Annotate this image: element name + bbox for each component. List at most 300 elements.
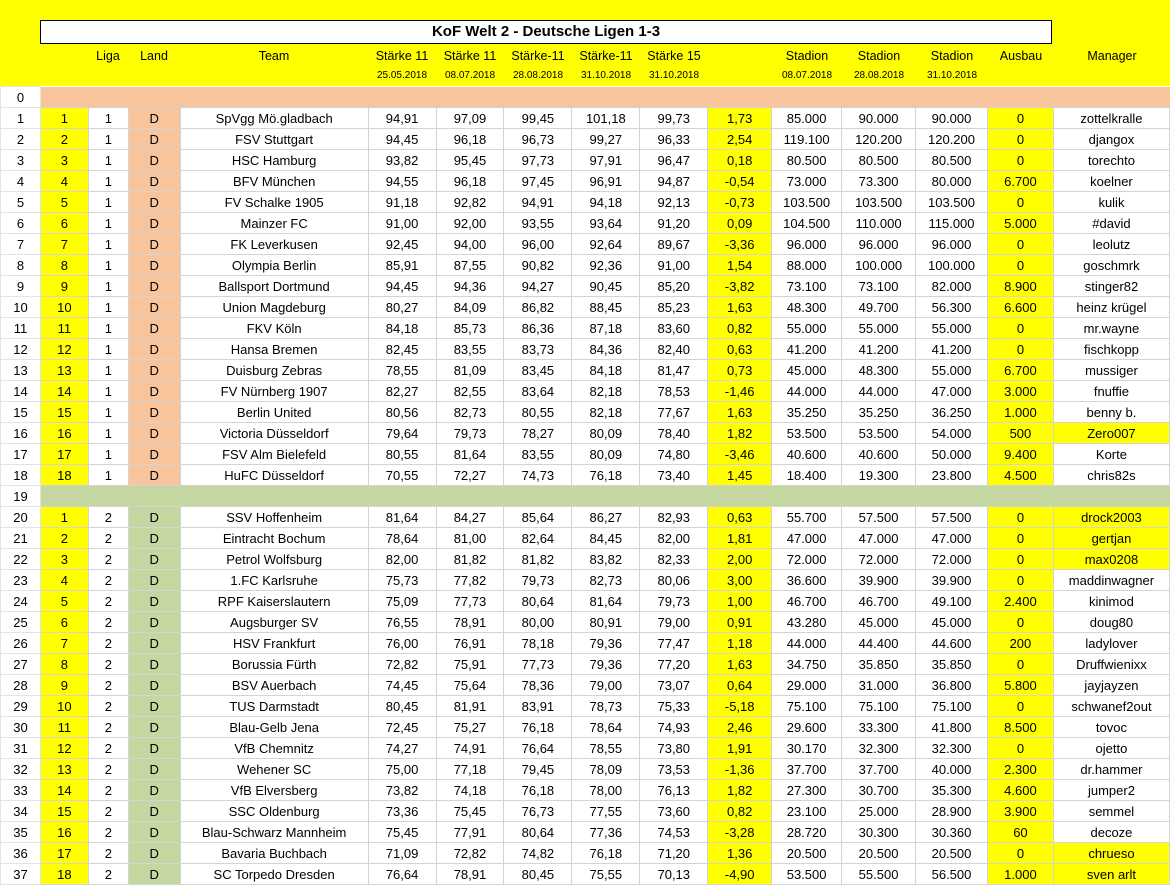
liga-cell[interactable]: 2 bbox=[88, 612, 128, 633]
staerke-1-cell[interactable]: 76,55 bbox=[368, 612, 436, 633]
ausbau-cell[interactable]: 0 bbox=[987, 192, 1053, 213]
row-index[interactable]: 2 bbox=[1, 129, 41, 150]
ausbau-cell[interactable]: 0 bbox=[987, 528, 1053, 549]
staerke-4-cell[interactable]: 93,64 bbox=[572, 213, 640, 234]
liga-cell[interactable]: 1 bbox=[88, 339, 128, 360]
staerke-3-cell[interactable]: 80,45 bbox=[504, 864, 572, 885]
team-cell[interactable]: Bavaria Buchbach bbox=[180, 843, 368, 864]
staerke-3-cell[interactable]: 83,45 bbox=[504, 360, 572, 381]
row-index[interactable]: 26 bbox=[1, 633, 41, 654]
liga-cell[interactable]: 2 bbox=[88, 549, 128, 570]
liga-cell[interactable]: 2 bbox=[88, 759, 128, 780]
liga-cell[interactable]: 2 bbox=[88, 528, 128, 549]
team-cell[interactable]: HSV Frankfurt bbox=[180, 633, 368, 654]
staerke-5-cell[interactable]: 89,67 bbox=[640, 234, 708, 255]
rank-cell[interactable]: 15 bbox=[40, 402, 88, 423]
ausbau-cell[interactable]: 0 bbox=[987, 612, 1053, 633]
staerke-1-cell[interactable]: 74,45 bbox=[368, 675, 436, 696]
staerke-4-cell[interactable]: 84,36 bbox=[572, 339, 640, 360]
staerke-3-cell[interactable]: 83,64 bbox=[504, 381, 572, 402]
team-cell[interactable]: 1.FC Karlsruhe bbox=[180, 570, 368, 591]
staerke-1-cell[interactable]: 78,55 bbox=[368, 360, 436, 381]
row-index[interactable]: 31 bbox=[1, 738, 41, 759]
header-stadion-3[interactable]: Stadion bbox=[930, 49, 974, 63]
stadion-1-cell[interactable]: 72.000 bbox=[772, 549, 842, 570]
liga-cell[interactable]: 2 bbox=[88, 738, 128, 759]
rank-cell[interactable]: 17 bbox=[40, 444, 88, 465]
staerke-1-cell[interactable]: 94,45 bbox=[368, 276, 436, 297]
stadion-2-cell[interactable]: 73.300 bbox=[842, 171, 916, 192]
stadion-3-cell[interactable]: 55.000 bbox=[916, 318, 988, 339]
stadion-1-cell[interactable]: 80.500 bbox=[772, 150, 842, 171]
team-cell[interactable]: FK Leverkusen bbox=[180, 234, 368, 255]
staerke-5-cell[interactable]: 79,00 bbox=[640, 612, 708, 633]
stadion-3-cell[interactable]: 23.800 bbox=[916, 465, 988, 486]
land-cell[interactable]: D bbox=[128, 738, 180, 759]
manager-cell[interactable]: torechto bbox=[1053, 150, 1169, 171]
rank-cell[interactable]: 14 bbox=[40, 780, 88, 801]
stadion-3-cell[interactable]: 49.100 bbox=[916, 591, 988, 612]
staerke-2-cell[interactable]: 72,27 bbox=[436, 465, 504, 486]
rank-cell[interactable]: 12 bbox=[40, 339, 88, 360]
staerke-4-cell[interactable]: 84,18 bbox=[572, 360, 640, 381]
row-index[interactable]: 13 bbox=[1, 360, 41, 381]
sheet-title[interactable]: KoF Welt 2 - Deutsche Ligen 1-3 bbox=[40, 20, 1052, 44]
row-index[interactable]: 34 bbox=[1, 801, 41, 822]
liga-cell[interactable]: 2 bbox=[88, 696, 128, 717]
manager-cell[interactable]: jayjayzen bbox=[1053, 675, 1169, 696]
staerke-2-cell[interactable]: 87,55 bbox=[436, 255, 504, 276]
header-ausbau[interactable]: Ausbau bbox=[999, 49, 1043, 63]
manager-cell[interactable]: gertjan bbox=[1053, 528, 1169, 549]
stadion-3-cell[interactable]: 30.360 bbox=[916, 822, 988, 843]
liga-cell[interactable]: 1 bbox=[88, 318, 128, 339]
staerke-3-cell[interactable]: 78,36 bbox=[504, 675, 572, 696]
header-staerke-5[interactable]: Stärke 15 bbox=[647, 49, 701, 63]
staerke-2-cell[interactable]: 75,45 bbox=[436, 801, 504, 822]
staerke-3-cell[interactable]: 85,64 bbox=[504, 507, 572, 528]
row-index[interactable]: 18 bbox=[1, 465, 41, 486]
land-cell[interactable]: D bbox=[128, 297, 180, 318]
row-index[interactable]: 21 bbox=[1, 528, 41, 549]
diff-cell[interactable]: 0,18 bbox=[708, 150, 772, 171]
staerke-2-cell[interactable]: 75,91 bbox=[436, 654, 504, 675]
manager-cell[interactable]: decoze bbox=[1053, 822, 1169, 843]
stadion-2-cell[interactable]: 35.250 bbox=[842, 402, 916, 423]
staerke-5-cell[interactable]: 74,93 bbox=[640, 717, 708, 738]
staerke-2-cell[interactable]: 82,55 bbox=[436, 381, 504, 402]
staerke-4-cell[interactable]: 77,36 bbox=[572, 822, 640, 843]
land-cell[interactable]: D bbox=[128, 318, 180, 339]
stadion-3-cell[interactable]: 41.800 bbox=[916, 717, 988, 738]
diff-cell[interactable]: 0,73 bbox=[708, 360, 772, 381]
diff-cell[interactable]: 1,81 bbox=[708, 528, 772, 549]
staerke-5-cell[interactable]: 73,80 bbox=[640, 738, 708, 759]
diff-cell[interactable]: 1,82 bbox=[708, 780, 772, 801]
land-cell[interactable]: D bbox=[128, 465, 180, 486]
stadion-1-cell[interactable]: 45.000 bbox=[772, 360, 842, 381]
staerke-3-cell[interactable]: 90,82 bbox=[504, 255, 572, 276]
ausbau-cell[interactable]: 0 bbox=[987, 339, 1053, 360]
liga-cell[interactable]: 1 bbox=[88, 297, 128, 318]
manager-cell[interactable]: Zero007 bbox=[1053, 423, 1169, 444]
liga-cell[interactable]: 2 bbox=[88, 717, 128, 738]
row-index[interactable]: 33 bbox=[1, 780, 41, 801]
rank-cell[interactable]: 9 bbox=[40, 675, 88, 696]
header-liga[interactable]: Liga bbox=[96, 49, 120, 63]
manager-cell[interactable]: zottelkralle bbox=[1053, 108, 1169, 129]
staerke-5-cell[interactable]: 85,23 bbox=[640, 297, 708, 318]
staerke-4-cell[interactable]: 96,91 bbox=[572, 171, 640, 192]
row-index[interactable]: 8 bbox=[1, 255, 41, 276]
stadion-2-cell[interactable]: 41.200 bbox=[842, 339, 916, 360]
rank-cell[interactable]: 3 bbox=[40, 150, 88, 171]
staerke-5-cell[interactable]: 80,06 bbox=[640, 570, 708, 591]
staerke-4-cell[interactable]: 81,64 bbox=[572, 591, 640, 612]
staerke-4-cell[interactable]: 78,73 bbox=[572, 696, 640, 717]
staerke-3-cell[interactable]: 97,73 bbox=[504, 150, 572, 171]
stadion-1-cell[interactable]: 30.170 bbox=[772, 738, 842, 759]
header-stadion-2[interactable]: Stadion bbox=[857, 49, 901, 63]
staerke-1-cell[interactable]: 94,55 bbox=[368, 171, 436, 192]
staerke-4-cell[interactable]: 78,00 bbox=[572, 780, 640, 801]
stadion-1-cell[interactable]: 85.000 bbox=[772, 108, 842, 129]
liga-cell[interactable]: 1 bbox=[88, 213, 128, 234]
liga-cell[interactable]: 2 bbox=[88, 780, 128, 801]
stadion-2-cell[interactable]: 90.000 bbox=[842, 108, 916, 129]
staerke-3-cell[interactable]: 81,82 bbox=[504, 549, 572, 570]
staerke-1-cell[interactable]: 73,82 bbox=[368, 780, 436, 801]
rank-cell[interactable]: 2 bbox=[40, 528, 88, 549]
land-cell[interactable]: D bbox=[128, 129, 180, 150]
staerke-2-cell[interactable]: 92,00 bbox=[436, 213, 504, 234]
diff-cell[interactable]: 1,54 bbox=[708, 255, 772, 276]
staerke-4-cell[interactable]: 92,36 bbox=[572, 255, 640, 276]
staerke-5-cell[interactable]: 91,00 bbox=[640, 255, 708, 276]
stadion-1-cell[interactable]: 36.600 bbox=[772, 570, 842, 591]
manager-cell[interactable]: max0208 bbox=[1053, 549, 1169, 570]
manager-cell[interactable]: chrueso bbox=[1053, 843, 1169, 864]
rank-cell[interactable]: 17 bbox=[40, 843, 88, 864]
row-index[interactable]: 15 bbox=[1, 402, 41, 423]
team-cell[interactable]: SpVgg Mö.gladbach bbox=[180, 108, 368, 129]
team-cell[interactable]: Borussia Fürth bbox=[180, 654, 368, 675]
row-index[interactable]: 29 bbox=[1, 696, 41, 717]
staerke-5-cell[interactable]: 74,80 bbox=[640, 444, 708, 465]
staerke-2-cell[interactable]: 74,18 bbox=[436, 780, 504, 801]
stadion-1-cell[interactable]: 103.500 bbox=[772, 192, 842, 213]
ausbau-cell[interactable]: 2.300 bbox=[987, 759, 1053, 780]
staerke-4-cell[interactable]: 90,45 bbox=[572, 276, 640, 297]
land-cell[interactable]: D bbox=[128, 717, 180, 738]
stadion-3-cell[interactable]: 75.100 bbox=[916, 696, 988, 717]
staerke-4-cell[interactable]: 87,18 bbox=[572, 318, 640, 339]
land-cell[interactable]: D bbox=[128, 402, 180, 423]
manager-cell[interactable]: maddinwagner bbox=[1053, 570, 1169, 591]
staerke-1-cell[interactable]: 82,45 bbox=[368, 339, 436, 360]
ausbau-cell[interactable]: 8.500 bbox=[987, 717, 1053, 738]
staerke-2-cell[interactable]: 94,00 bbox=[436, 234, 504, 255]
staerke-3-cell[interactable]: 83,73 bbox=[504, 339, 572, 360]
stadion-2-cell[interactable]: 48.300 bbox=[842, 360, 916, 381]
staerke-2-cell[interactable]: 84,09 bbox=[436, 297, 504, 318]
manager-cell[interactable]: koelner bbox=[1053, 171, 1169, 192]
staerke-3-cell[interactable]: 83,55 bbox=[504, 444, 572, 465]
stadion-2-cell[interactable]: 44.000 bbox=[842, 381, 916, 402]
liga-cell[interactable]: 2 bbox=[88, 801, 128, 822]
staerke-4-cell[interactable]: 94,18 bbox=[572, 192, 640, 213]
stadion-3-cell[interactable]: 55.000 bbox=[916, 360, 988, 381]
stadion-3-cell[interactable]: 44.600 bbox=[916, 633, 988, 654]
liga-cell[interactable]: 1 bbox=[88, 255, 128, 276]
header-staerke-2[interactable]: Stärke 11 bbox=[443, 49, 497, 63]
staerke-3-cell[interactable]: 80,55 bbox=[504, 402, 572, 423]
stadion-2-cell[interactable]: 72.000 bbox=[842, 549, 916, 570]
staerke-5-cell[interactable]: 73,53 bbox=[640, 759, 708, 780]
row-index[interactable]: 14 bbox=[1, 381, 41, 402]
separator-band[interactable] bbox=[40, 486, 1169, 507]
row-index[interactable]: 37 bbox=[1, 864, 41, 885]
staerke-2-cell[interactable]: 95,45 bbox=[436, 150, 504, 171]
liga-cell[interactable]: 1 bbox=[88, 276, 128, 297]
manager-cell[interactable]: semmel bbox=[1053, 801, 1169, 822]
ausbau-cell[interactable]: 8.900 bbox=[987, 276, 1053, 297]
stadion-2-cell[interactable]: 110.000 bbox=[842, 213, 916, 234]
team-cell[interactable]: SSV Hoffenheim bbox=[180, 507, 368, 528]
stadion-2-cell[interactable]: 25.000 bbox=[842, 801, 916, 822]
staerke-2-cell[interactable]: 94,36 bbox=[436, 276, 504, 297]
land-cell[interactable]: D bbox=[128, 675, 180, 696]
header-date-staerke-3[interactable]: 28.08.2018 bbox=[512, 70, 564, 81]
staerke-1-cell[interactable]: 76,00 bbox=[368, 633, 436, 654]
stadion-2-cell[interactable]: 96.000 bbox=[842, 234, 916, 255]
row-index[interactable]: 28 bbox=[1, 675, 41, 696]
stadion-3-cell[interactable]: 56.500 bbox=[916, 864, 988, 885]
staerke-1-cell[interactable]: 82,00 bbox=[368, 549, 436, 570]
diff-cell[interactable]: -3,28 bbox=[708, 822, 772, 843]
stadion-1-cell[interactable]: 119.100 bbox=[772, 129, 842, 150]
rank-cell[interactable]: 8 bbox=[40, 654, 88, 675]
stadion-2-cell[interactable]: 75.100 bbox=[842, 696, 916, 717]
stadion-1-cell[interactable]: 73.100 bbox=[772, 276, 842, 297]
row-index[interactable]: 35 bbox=[1, 822, 41, 843]
rank-cell[interactable]: 13 bbox=[40, 759, 88, 780]
header-date-staerke-5[interactable]: 31.10.2018 bbox=[648, 70, 700, 81]
staerke-2-cell[interactable]: 81,64 bbox=[436, 444, 504, 465]
staerke-2-cell[interactable]: 81,09 bbox=[436, 360, 504, 381]
staerke-4-cell[interactable]: 82,18 bbox=[572, 402, 640, 423]
team-cell[interactable]: SSC Oldenburg bbox=[180, 801, 368, 822]
staerke-3-cell[interactable]: 76,18 bbox=[504, 717, 572, 738]
stadion-3-cell[interactable]: 36.800 bbox=[916, 675, 988, 696]
stadion-3-cell[interactable]: 28.900 bbox=[916, 801, 988, 822]
row-index[interactable]: 27 bbox=[1, 654, 41, 675]
rank-cell[interactable]: 5 bbox=[40, 192, 88, 213]
stadion-3-cell[interactable]: 103.500 bbox=[916, 192, 988, 213]
staerke-2-cell[interactable]: 75,64 bbox=[436, 675, 504, 696]
staerke-2-cell[interactable]: 79,73 bbox=[436, 423, 504, 444]
liga-cell[interactable]: 1 bbox=[88, 150, 128, 171]
stadion-2-cell[interactable]: 55.500 bbox=[842, 864, 916, 885]
liga-cell[interactable]: 2 bbox=[88, 591, 128, 612]
manager-cell[interactable]: jumper2 bbox=[1053, 780, 1169, 801]
ausbau-cell[interactable]: 6.600 bbox=[987, 297, 1053, 318]
staerke-3-cell[interactable]: 78,18 bbox=[504, 633, 572, 654]
land-cell[interactable]: D bbox=[128, 591, 180, 612]
staerke-2-cell[interactable]: 85,73 bbox=[436, 318, 504, 339]
stadion-1-cell[interactable]: 29.000 bbox=[772, 675, 842, 696]
stadion-3-cell[interactable]: 82.000 bbox=[916, 276, 988, 297]
staerke-3-cell[interactable]: 94,91 bbox=[504, 192, 572, 213]
staerke-2-cell[interactable]: 84,27 bbox=[436, 507, 504, 528]
manager-cell[interactable]: goschmrk bbox=[1053, 255, 1169, 276]
land-cell[interactable]: D bbox=[128, 843, 180, 864]
staerke-1-cell[interactable]: 75,00 bbox=[368, 759, 436, 780]
stadion-1-cell[interactable]: 41.200 bbox=[772, 339, 842, 360]
staerke-4-cell[interactable]: 76,18 bbox=[572, 465, 640, 486]
team-cell[interactable]: HSC Hamburg bbox=[180, 150, 368, 171]
row-index[interactable]: 5 bbox=[1, 192, 41, 213]
team-cell[interactable]: Union Magdeburg bbox=[180, 297, 368, 318]
team-cell[interactable]: VfB Chemnitz bbox=[180, 738, 368, 759]
ausbau-cell[interactable]: 60 bbox=[987, 822, 1053, 843]
header-staerke-3[interactable]: Stärke-11 bbox=[511, 49, 565, 63]
staerke-3-cell[interactable]: 94,27 bbox=[504, 276, 572, 297]
rank-cell[interactable]: 4 bbox=[40, 570, 88, 591]
staerke-1-cell[interactable]: 91,18 bbox=[368, 192, 436, 213]
stadion-2-cell[interactable]: 73.100 bbox=[842, 276, 916, 297]
diff-cell[interactable]: -3,36 bbox=[708, 234, 772, 255]
staerke-3-cell[interactable]: 80,64 bbox=[504, 822, 572, 843]
staerke-4-cell[interactable]: 80,09 bbox=[572, 423, 640, 444]
staerke-1-cell[interactable]: 79,64 bbox=[368, 423, 436, 444]
staerke-1-cell[interactable]: 75,45 bbox=[368, 822, 436, 843]
staerke-1-cell[interactable]: 80,45 bbox=[368, 696, 436, 717]
land-cell[interactable]: D bbox=[128, 192, 180, 213]
manager-cell[interactable]: kinimod bbox=[1053, 591, 1169, 612]
manager-cell[interactable]: heinz krügel bbox=[1053, 297, 1169, 318]
ausbau-cell[interactable]: 6.700 bbox=[987, 360, 1053, 381]
manager-cell[interactable]: #david bbox=[1053, 213, 1169, 234]
ausbau-cell[interactable]: 3.900 bbox=[987, 801, 1053, 822]
staerke-4-cell[interactable]: 83,82 bbox=[572, 549, 640, 570]
ausbau-cell[interactable]: 0 bbox=[987, 843, 1053, 864]
diff-cell[interactable]: 0,63 bbox=[708, 339, 772, 360]
staerke-1-cell[interactable]: 94,91 bbox=[368, 108, 436, 129]
stadion-2-cell[interactable]: 35.850 bbox=[842, 654, 916, 675]
staerke-5-cell[interactable]: 96,33 bbox=[640, 129, 708, 150]
stadion-2-cell[interactable]: 40.600 bbox=[842, 444, 916, 465]
ausbau-cell[interactable]: 1.000 bbox=[987, 402, 1053, 423]
stadion-1-cell[interactable]: 53.500 bbox=[772, 423, 842, 444]
staerke-2-cell[interactable]: 72,82 bbox=[436, 843, 504, 864]
staerke-5-cell[interactable]: 78,40 bbox=[640, 423, 708, 444]
rank-cell[interactable]: 6 bbox=[40, 612, 88, 633]
rank-cell[interactable]: 10 bbox=[40, 297, 88, 318]
staerke-4-cell[interactable]: 79,00 bbox=[572, 675, 640, 696]
land-cell[interactable]: D bbox=[128, 507, 180, 528]
row-index[interactable]: 7 bbox=[1, 234, 41, 255]
staerke-4-cell[interactable]: 82,18 bbox=[572, 381, 640, 402]
staerke-5-cell[interactable]: 94,87 bbox=[640, 171, 708, 192]
header-date-stadion-1[interactable]: 08.07.2018 bbox=[781, 70, 833, 81]
manager-cell[interactable]: leolutz bbox=[1053, 234, 1169, 255]
ausbau-cell[interactable]: 0 bbox=[987, 129, 1053, 150]
team-cell[interactable]: FV Nürnberg 1907 bbox=[180, 381, 368, 402]
staerke-1-cell[interactable]: 84,18 bbox=[368, 318, 436, 339]
land-cell[interactable]: D bbox=[128, 444, 180, 465]
land-cell[interactable]: D bbox=[128, 360, 180, 381]
row-index[interactable]: 9 bbox=[1, 276, 41, 297]
staerke-5-cell[interactable]: 99,73 bbox=[640, 108, 708, 129]
staerke-2-cell[interactable]: 78,91 bbox=[436, 612, 504, 633]
ausbau-cell[interactable]: 3.000 bbox=[987, 381, 1053, 402]
land-cell[interactable]: D bbox=[128, 423, 180, 444]
manager-cell[interactable]: drock2003 bbox=[1053, 507, 1169, 528]
diff-cell[interactable]: -0,73 bbox=[708, 192, 772, 213]
staerke-3-cell[interactable]: 86,82 bbox=[504, 297, 572, 318]
stadion-2-cell[interactable]: 19.300 bbox=[842, 465, 916, 486]
land-cell[interactable]: D bbox=[128, 864, 180, 885]
staerke-1-cell[interactable]: 73,36 bbox=[368, 801, 436, 822]
diff-cell[interactable]: 0,64 bbox=[708, 675, 772, 696]
row-index[interactable]: 10 bbox=[1, 297, 41, 318]
staerke-4-cell[interactable]: 75,55 bbox=[572, 864, 640, 885]
stadion-2-cell[interactable]: 55.000 bbox=[842, 318, 916, 339]
stadion-3-cell[interactable]: 56.300 bbox=[916, 297, 988, 318]
staerke-4-cell[interactable]: 99,27 bbox=[572, 129, 640, 150]
staerke-5-cell[interactable]: 70,13 bbox=[640, 864, 708, 885]
liga-cell[interactable]: 2 bbox=[88, 864, 128, 885]
stadion-1-cell[interactable]: 53.500 bbox=[772, 864, 842, 885]
staerke-4-cell[interactable]: 78,09 bbox=[572, 759, 640, 780]
diff-cell[interactable]: -3,82 bbox=[708, 276, 772, 297]
team-cell[interactable]: RPF Kaiserslautern bbox=[180, 591, 368, 612]
stadion-3-cell[interactable]: 90.000 bbox=[916, 108, 988, 129]
diff-cell[interactable]: 3,00 bbox=[708, 570, 772, 591]
staerke-1-cell[interactable]: 76,64 bbox=[368, 864, 436, 885]
staerke-5-cell[interactable]: 71,20 bbox=[640, 843, 708, 864]
liga-cell[interactable]: 1 bbox=[88, 423, 128, 444]
staerke-4-cell[interactable]: 79,36 bbox=[572, 633, 640, 654]
staerke-5-cell[interactable]: 82,40 bbox=[640, 339, 708, 360]
staerke-1-cell[interactable]: 71,09 bbox=[368, 843, 436, 864]
manager-cell[interactable]: djangox bbox=[1053, 129, 1169, 150]
staerke-2-cell[interactable]: 96,18 bbox=[436, 171, 504, 192]
land-cell[interactable]: D bbox=[128, 339, 180, 360]
staerke-4-cell[interactable]: 86,27 bbox=[572, 507, 640, 528]
rank-cell[interactable]: 1 bbox=[40, 507, 88, 528]
stadion-1-cell[interactable]: 44.000 bbox=[772, 633, 842, 654]
stadion-1-cell[interactable]: 34.750 bbox=[772, 654, 842, 675]
ausbau-cell[interactable]: 0 bbox=[987, 150, 1053, 171]
staerke-3-cell[interactable]: 96,73 bbox=[504, 129, 572, 150]
staerke-3-cell[interactable]: 74,73 bbox=[504, 465, 572, 486]
staerke-3-cell[interactable]: 76,64 bbox=[504, 738, 572, 759]
row-index[interactable]: 36 bbox=[1, 843, 41, 864]
staerke-5-cell[interactable]: 82,33 bbox=[640, 549, 708, 570]
team-cell[interactable]: Ballsport Dortmund bbox=[180, 276, 368, 297]
stadion-2-cell[interactable]: 80.500 bbox=[842, 150, 916, 171]
staerke-5-cell[interactable]: 73,40 bbox=[640, 465, 708, 486]
row-index[interactable]: 23 bbox=[1, 570, 41, 591]
manager-cell[interactable]: stinger82 bbox=[1053, 276, 1169, 297]
staerke-5-cell[interactable]: 85,20 bbox=[640, 276, 708, 297]
liga-cell[interactable]: 2 bbox=[88, 570, 128, 591]
staerke-2-cell[interactable]: 81,00 bbox=[436, 528, 504, 549]
liga-cell[interactable]: 1 bbox=[88, 402, 128, 423]
land-cell[interactable]: D bbox=[128, 801, 180, 822]
